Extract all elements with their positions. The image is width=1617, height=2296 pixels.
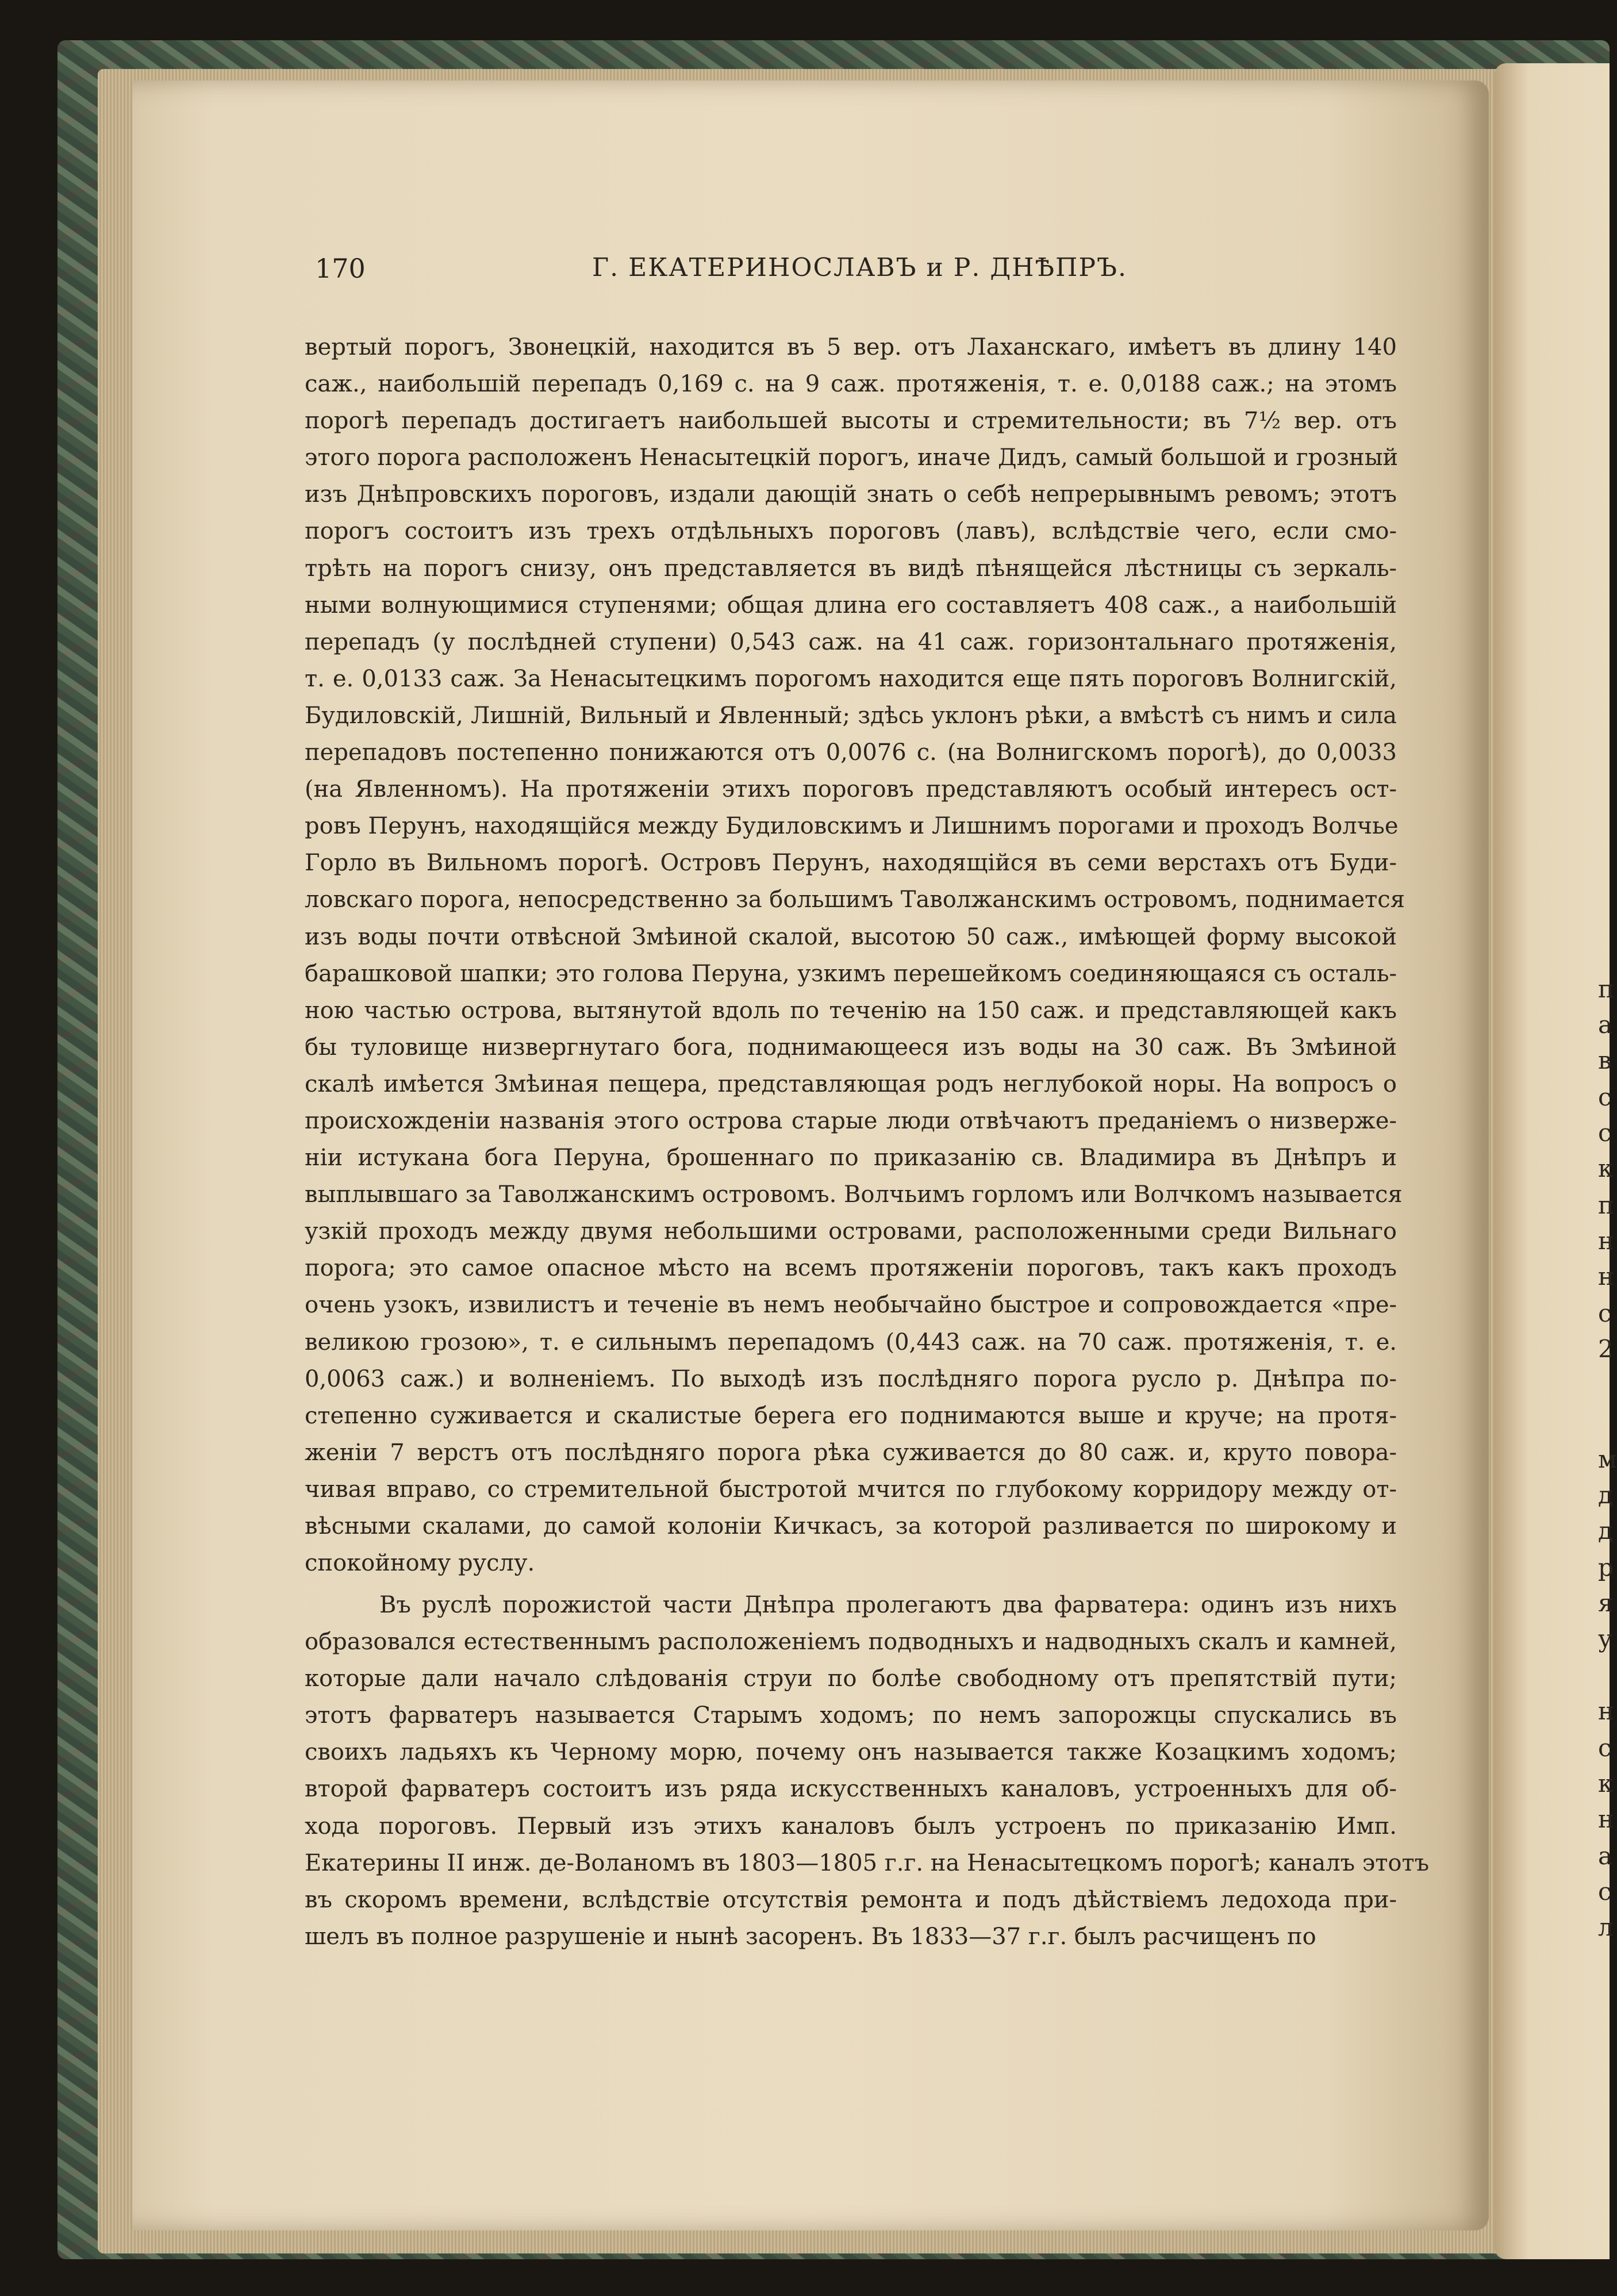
facing-page-fragment: с [1598,1083,1612,1111]
facing-page-fragment: а [1598,1011,1613,1039]
text-line: изъ воды почти отвѣсной Змѣиной скалой, высотою 50 саж., имѣющей форму высокой [305,923,1397,950]
text-line: второй фарватеръ состоитъ изъ ряда искусственныхъ каналовъ, устроенныхъ для об- [305,1776,1397,1803]
facing-page [1495,63,1617,2259]
text-line: т. е. 0,0133 саж. За Ненасытецкимъ порогомъ находится еще пять пороговъ Волнигскій, [305,665,1397,692]
text-line: порогъ состоитъ изъ трехъ отдѣльныхъ пороговъ (лавъ), вслѣдствіе чего, если смо- [305,518,1397,545]
facing-page-fragment: к [1598,1154,1614,1182]
text-line: вѣсными скалами, до самой колоніи Кичкасъ, за которой разливается по широкому и [305,1513,1397,1539]
text-line: трѣть на порогъ снизу, онъ представляется въ видѣ пѣнящейся лѣстницы съ зеркаль- [305,555,1397,582]
text-line: саж., наибольшій перепадъ 0,169 с. на 9 саж. протяженія, т. е. 0,0188 саж.; на этомъ [305,371,1397,398]
text-line: происхожденіи названія этого острова старые люди отвѣчаютъ преданіемъ о низверже- [305,1107,1397,1134]
text-line: бы туловище низвергнутаго бога, поднимающееся изъ воды на 30 саж. Въ Змѣиной [305,1034,1397,1061]
text-line: великою грозою», т. е сильнымъ перепадомъ (0,443 саж. на 70 саж. протяженія, т. е. [305,1329,1397,1356]
text-line: 0,0063 саж.) и волненіемъ. По выходѣ изъ послѣдняго порога русло р. Днѣпра по- [305,1365,1397,1392]
facing-page-fragment: в [1598,1046,1612,1074]
text-line: въ скоромъ времени, вслѣдствіе отсутствія ремонта и подъ дѣйствіемъ ледохода при- [305,1886,1397,1913]
text-line: порога; это самое опасное мѣсто на всемъ протяженіи пороговъ, такъ какъ проходъ [305,1255,1397,1282]
text-line: шелъ въ полное разрушеніе и нынѣ засоренъ. Въ 1833—37 г.г. былъ расчищенъ по [305,1923,1316,1950]
text-line: этого порога расположенъ Ненасытецкій порогъ, иначе Дидъ, самый большой и грозный [305,444,1399,471]
facing-page-fragment: с [1598,1119,1612,1147]
page-number: 170 [315,253,366,284]
facing-page-fragment: с [1598,1734,1612,1762]
text-line: изъ Днѣпровскихъ пороговъ, издали дающій знать о себѣ непрерывнымъ ревомъ; этотъ [305,481,1397,508]
facing-page-fragment: д [1598,1516,1613,1545]
facing-page-fragment: 2 [1598,1335,1614,1363]
text-line: ровъ Перунъ, находящійся между Будиловскимъ и Лишнимъ порогами и проходъ Волчье [305,813,1399,840]
facing-page-fragment: п [1598,975,1614,1003]
facing-page-fragment: с [1598,1299,1612,1327]
facing-page-fragment: я [1598,1589,1614,1617]
facing-page-fragment: д [1598,1481,1613,1509]
text-line: степенно суживается и скалистые берега его поднимаются выше и круче; на протя- [305,1402,1397,1429]
text-line: которые дали начало слѣдованія струи по болѣе свободному отъ препятствій пути; [305,1665,1397,1692]
text-line: перепадъ (у послѣдней ступени) 0,543 саж. на 41 саж. горизонтальнаго протяженія, [305,628,1397,655]
text-line: Будиловскій, Лишній, Вильный и Явленный; здѣсь уклонъ рѣки, а вмѣстѣ съ нимъ и сила [305,702,1397,729]
text-line: женіи 7 верстъ отъ послѣдняго порога рѣка суживается до 80 саж. и, круто повора- [305,1439,1397,1466]
text-line: перепадовъ постепенно понижаются отъ 0,0076 с. (на Волнигскомъ порогѣ), до 0,0033 [305,739,1397,766]
text-line: скалѣ имѣется Змѣиная пещера, представляющая родъ неглубокой норы. На вопросъ о [305,1070,1397,1097]
facing-page-fragment: п [1598,1191,1614,1219]
text-line: хода пороговъ. Первый изъ этихъ каналовъ былъ устроенъ по приказанію Имп. [305,1813,1397,1840]
facing-page-fragment: л [1598,1913,1614,1941]
text-line: вертый порогъ, Звонецкій, находится въ 5 вер. отъ Лаханскаго, имѣетъ въ длину 140 [305,334,1397,360]
running-head: Г. ЕКАТЕРИНОСЛАВЪ и Р. ДНѢПРЪ. [592,253,1127,282]
text-line: образовался естественнымъ расположеніемъ подводныхъ и надводныхъ скалъ и камней, [305,1629,1397,1656]
paragraph-1 [305,329,1405,1581]
page-header [0,253,1610,293]
facing-page-fragment: р [1598,1553,1614,1581]
text-line: спокойному руслу. [305,1550,535,1577]
facing-page-fragment: с [1598,1878,1612,1906]
facing-page-fragment: у [1598,1625,1612,1653]
facing-page-fragment: н [1598,1697,1614,1725]
text-line: ною частью острова, вытянутой вдоль по теченію на 150 саж. и представляющей какъ [305,997,1397,1024]
text-line: ловскаго порога, непосредственно за большимъ Таволжанскимъ островомъ, поднимается [305,886,1405,913]
facing-page-fragment: а [1598,1842,1613,1870]
text-line: узкій проходъ между двумя небольшими островами, расположенными среди Вильнаго [305,1218,1397,1245]
text-line: (на Явленномъ). На протяженіи этихъ пороговъ представляютъ особый интересъ ост- [305,776,1397,803]
facing-page-fragment: к [1598,1769,1614,1798]
facing-page-fragment: н [1598,1805,1614,1833]
text-line: Екатерины II инж. де-Воланомъ въ 1803—1805 г.г. на Ненасытецкомъ порогѣ; каналъ этотъ [305,1849,1430,1876]
text-line: Въ руслѣ порожистой части Днѣпра пролегаютъ два фарватера: одинъ изъ нихъ [379,1592,1397,1618]
facing-page-fragment: н [1598,1227,1614,1255]
text-line: Горло въ Вильномъ порогѣ. Островъ Перунъ, находящійся въ семи верстахъ отъ Буди- [305,850,1397,877]
facing-page-fragment: н [1598,1262,1614,1291]
text-line: чивая вправо, со стремительной быстротой мчится по глубокому корридору между от- [305,1476,1397,1503]
facing-page-fragment: м [1598,1445,1617,1473]
paragraph-2 [305,1587,1430,1955]
text-line: барашковой шапки; это голова Перуна, узкимъ перешейкомъ соединяющаяся съ осталь- [305,960,1397,987]
text-line: ніи истукана бога Перуна, брошеннаго по приказанію св. Владимира въ Днѣпръ и [305,1145,1397,1172]
text-line: порогѣ перепадъ достигаетъ наибольшей высоты и стремительности; въ 7½ вер. отъ [305,408,1397,435]
text-line: выплывшаго за Таволжанскимъ островомъ. Волчьимъ горломъ или Волчкомъ называется [305,1181,1403,1208]
text-line: своихъ ладьяхъ къ Черному морю, почему онъ называется также Козацкимъ ходомъ; [305,1739,1397,1766]
text-line: этотъ фарватеръ называется Старымъ ходомъ; по немъ запорожцы спускались въ [305,1702,1397,1729]
text-line: ными волнующимися ступенями; общая длина его составляетъ 408 саж., а наибольшій [305,592,1397,619]
text-line: очень узокъ, извилистъ и теченіе въ немъ необычайно быстрое и сопровождается «пре- [305,1292,1397,1319]
